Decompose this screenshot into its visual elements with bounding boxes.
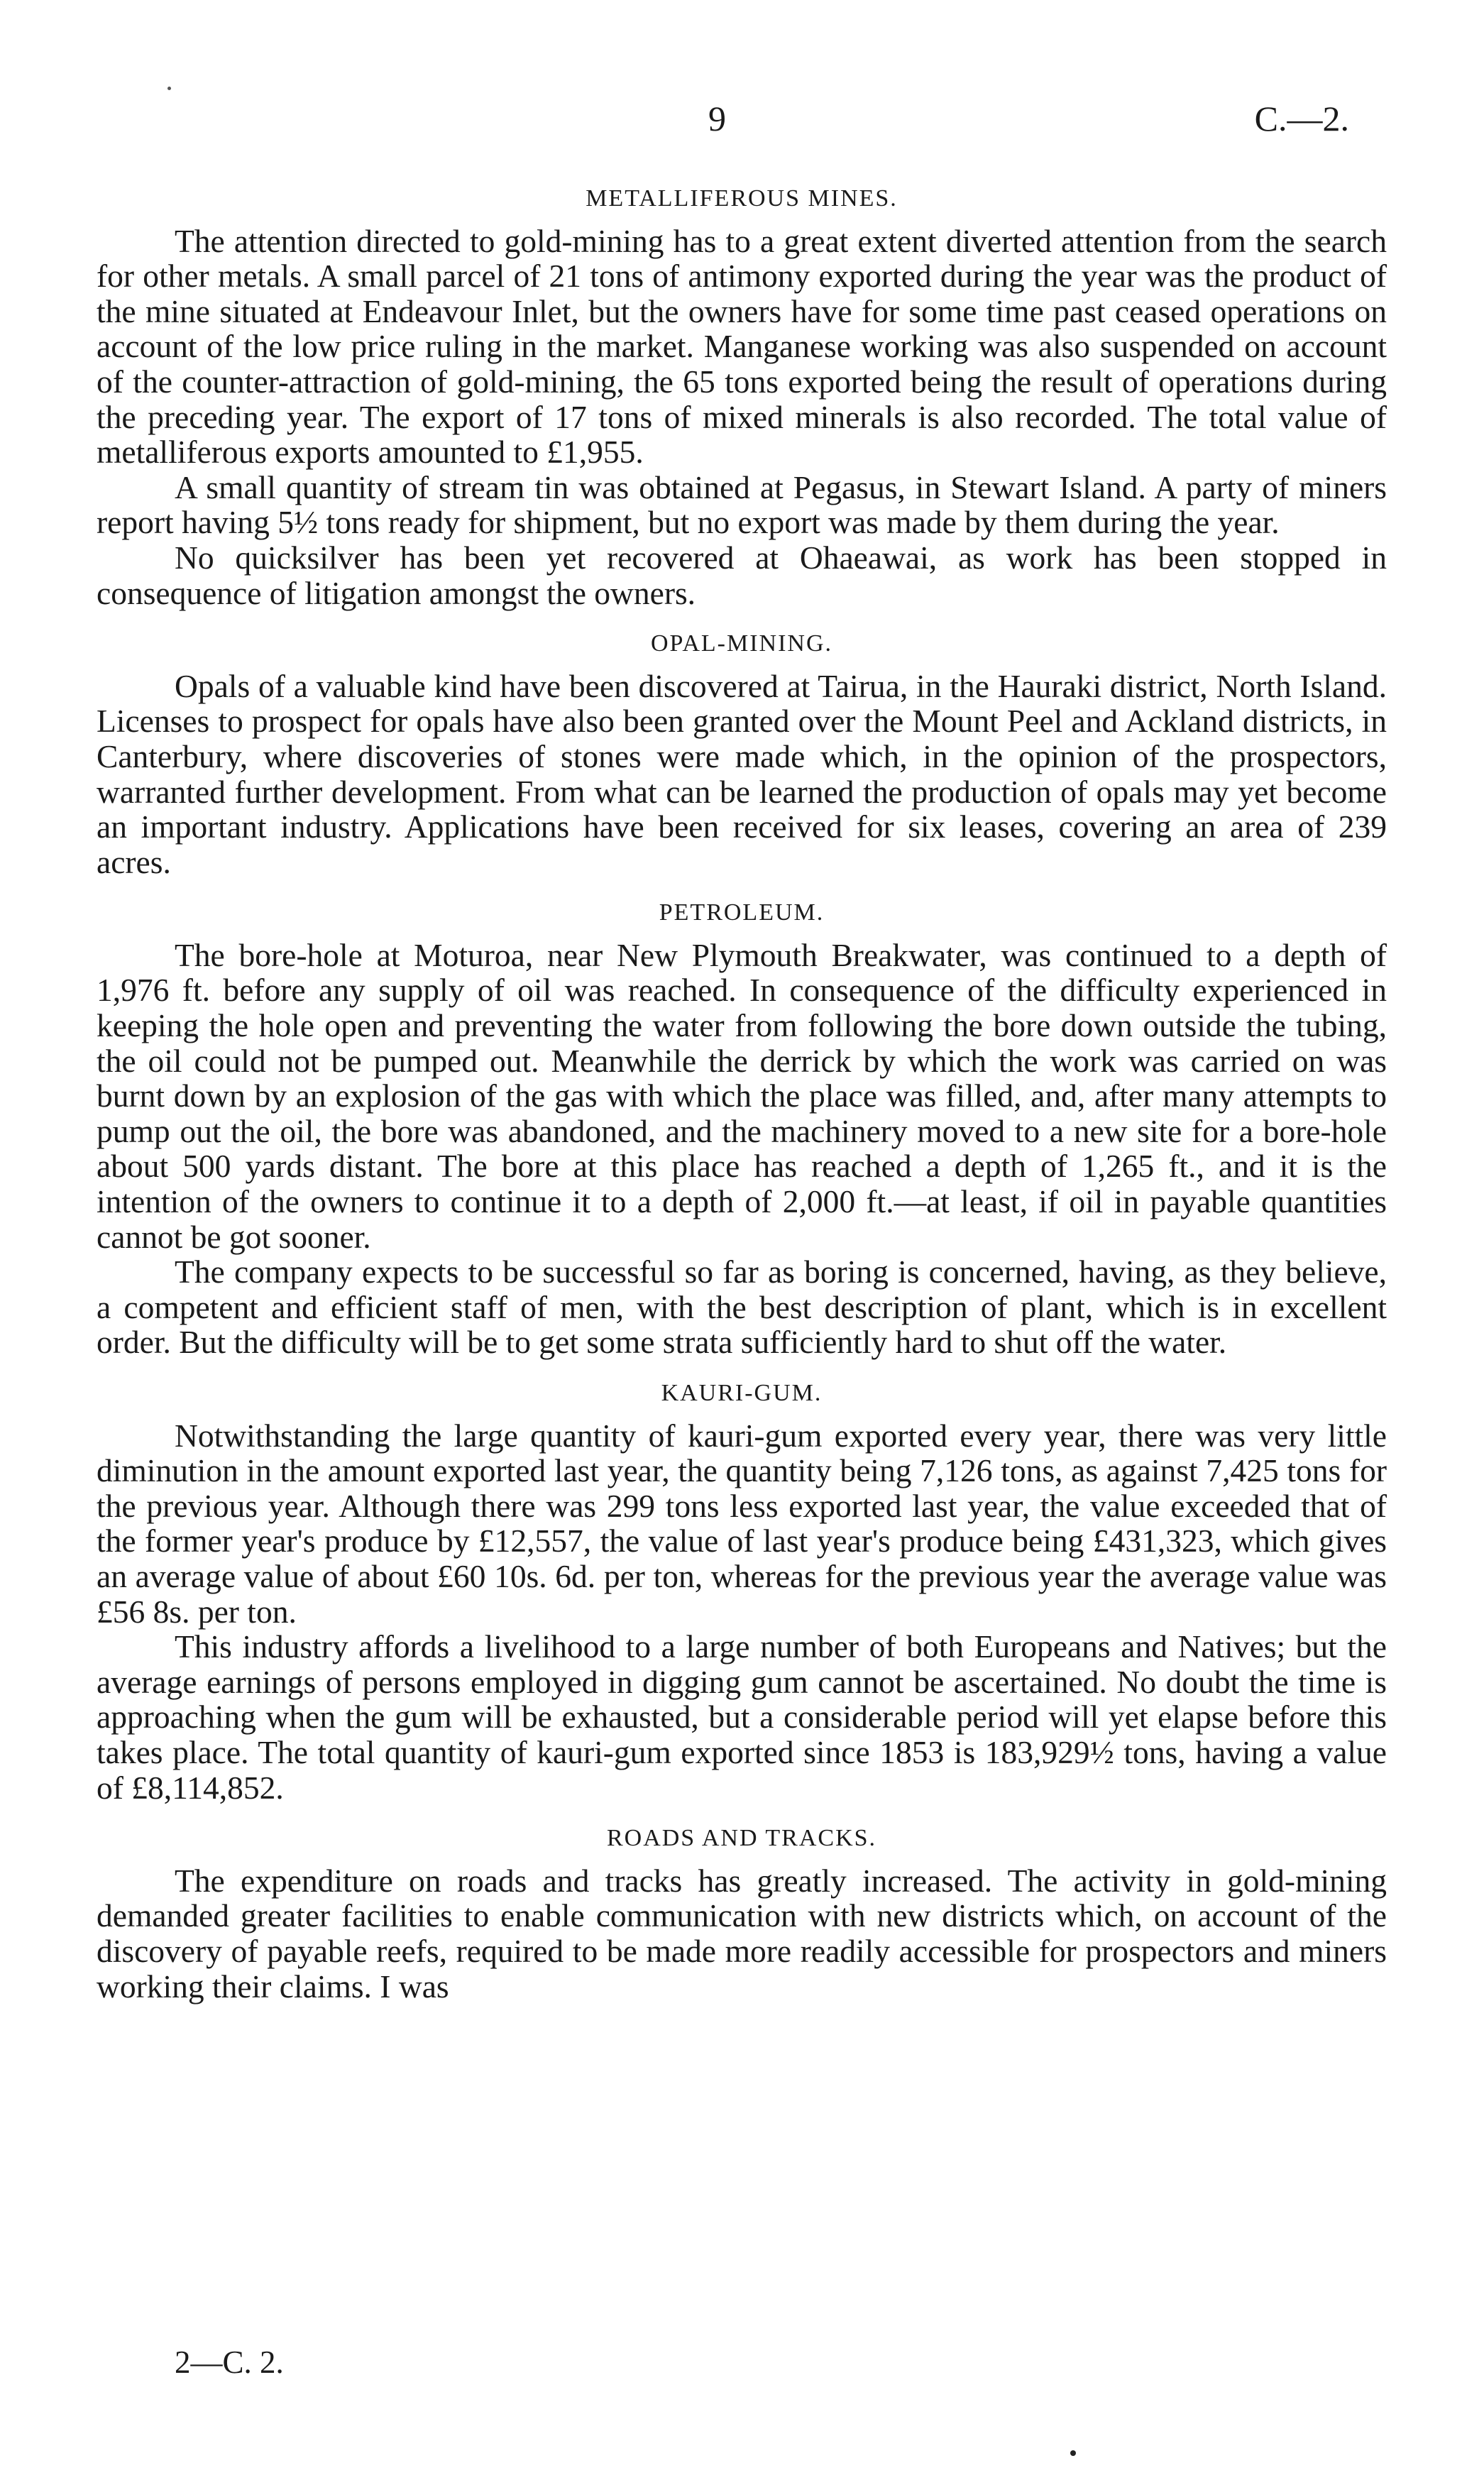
paragraph: A small quantity of stream tin was obtained at Pegasus, in Stewart Island. A party of miners report having 5½ tons ready for shipment, but no export was made by them during the year. — [97, 468, 1387, 541]
section-roads-and-tracks — [97, 1821, 1387, 2004]
section-heading: KAURI-GUM. — [661, 1380, 823, 1406]
scan-speck-bottom — [1070, 2450, 1076, 2456]
paragraph: This industry affords a livelihood to a large number of both Europeans and Natives; but the average earnings of persons employed in digging gum cannot be ascertained. No doubt the time is approaching when the gum will be exhausted, but a considerable period will yet elapse before this takes place. The total quantity of kauri-gum exported since 1853 is 183,929½ tons, having a value of £8,114,852. — [97, 1628, 1387, 1806]
scan-speck-top — [167, 87, 171, 90]
paragraph: The expenditure on roads and tracks has greatly increased. The activity in gold-mining demanded greater facilities to enable communication with new districts which, on account of the discovery of payable reefs, required to be made more readily accessible for prospectors and miners working their claims. I was — [97, 1862, 1387, 2005]
section-heading: PETROLEUM. — [659, 899, 825, 926]
paragraph: No quicksilver has been yet recovered at Ohaeawai, as work has been stopped in consequence of litigation amongst the owners. — [97, 539, 1387, 611]
document-reference: C.—2. — [1254, 99, 1349, 138]
paragraph: Opals of a valuable kind have been discovered at Tairua, in the Hauraki district, North Island. Licenses to prospect for opals have also been granted over the Mount Peel and Ackland districts, in Canterbury, where discoveries of stones were made which, in the opinion of the prospectors, warranted further development. From what can be learned the production of opals may yet become an important industry. Applications have been received for six leases, covering an area of 239 acres. — [97, 667, 1387, 880]
section-heading: METALLIFEROUS MINES. — [586, 185, 898, 212]
page-number: 9 — [708, 99, 726, 138]
section-opal-mining — [97, 626, 1387, 879]
page-header — [0, 98, 1484, 148]
paragraph: The bore-hole at Moturoa, near New Plymouth Breakwater, was continued to a depth of 1,976 ft. before any supply of oil was reached. In consequence of the difficulty experienced in keeping the hole open and preventing the water from following the bore down outside the tubing, the oil could not be pumped out. Meanwhile the derrick by which the work was carried on was burnt down by an explosion of the gas with which the place was filled, and, after many attempts to pump out the oil, the bore was abandoned, and the machinery moved to a new site for a bore-hole about 500 yards distant. The bore at this place has reached a depth of 1,265 ft., and it is the intention of the owners to continue it to a depth of 2,000 ft.—at least, if oil in payable quantities cannot be got sooner. — [97, 936, 1387, 1255]
section-heading: OPAL-MINING. — [650, 630, 833, 657]
paragraph: The company expects to be successful so far as boring is concerned, having, as they believe, a competent and efficient staff of men, with the best description of plant, which is in excellent order. But the difficulty will be to get some strata sufficiently hard to shut off the water. — [97, 1254, 1387, 1361]
section-kauri-gum — [97, 1376, 1387, 1805]
document-body — [97, 181, 1387, 2004]
paragraph: The attention directed to gold-mining has to a great extent diverted attention from the search for other metals. A small parcel of 21 tons of antimony exported during the year was the product of the mine situated at Endeavour Inlet, but the owners have for some time past ceased operations on account of the low price ruling in the market. Manganese working was also suspended on account of the counter-attraction of gold-mining, the 65 tons exported being the result of operations during the preceding year. The export of 17 tons of mixed minerals is also recorded. The total value of metalliferous exports amounted to £1,955. — [97, 222, 1387, 471]
paragraph: Notwithstanding the large quantity of kauri-gum exported every year, there was very little diminution in the amount exported last year, the quantity being 7,126 tons, as against 7,425 tons for the previous year. Although there was 299 tons less exported last year, the value exceeded that of the former year's produce by £12,557, the value of last year's produce being £431,323, which gives an average value of about £60 10s. 6d. per ton, whereas for the previous year the average value was £56 8s. per ton. — [97, 1417, 1387, 1630]
section-heading: ROADS AND TRACKS. — [606, 1825, 877, 1852]
section-metalliferous-mines — [97, 181, 1387, 610]
signature-mark: 2—C. 2. — [175, 2345, 284, 2380]
section-petroleum — [97, 895, 1387, 1360]
